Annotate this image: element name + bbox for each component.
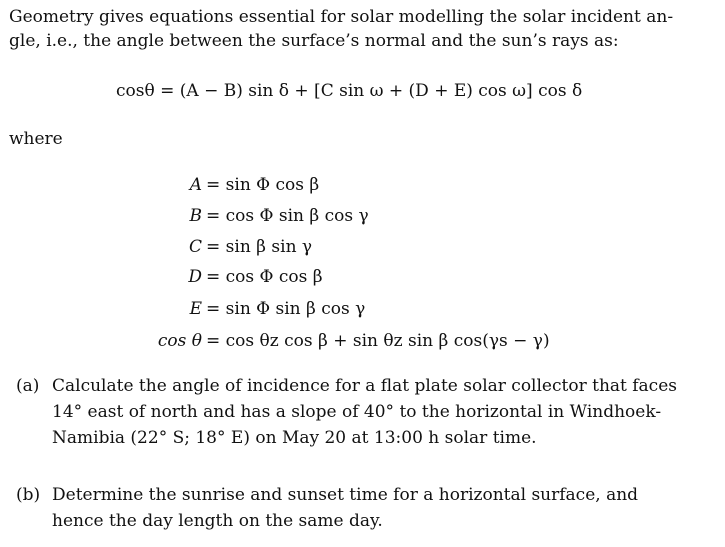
definition-b <box>0 205 725 227</box>
question-a-line-3: Namibia (22° S; 18° E) on May 20 at 13:00 h solar time. <box>52 428 537 448</box>
question-label: (b) <box>16 485 41 505</box>
question-b-line-1: Determine the sunrise and sunset time for a horizontal surface, and <box>52 485 639 505</box>
question-b-line-2: hence the day length on the same day. <box>52 511 383 531</box>
where-label: where <box>9 129 63 149</box>
question-a-line-1: Calculate the angle of incidence for a flat plate solar collector that faces <box>52 376 677 396</box>
definition-lhs: B <box>189 206 202 226</box>
definition-e <box>0 298 725 320</box>
question-label: (a) <box>16 376 40 396</box>
definition-lhs: cos θ <box>157 331 202 351</box>
question-a-line-2: 14° east of north and has a slope of 40° to the horizontal in Windhoek- <box>52 402 662 422</box>
intro-line-2: gle, i.e., the angle between the surface’s normal and the sun’s rays as: <box>9 31 619 51</box>
main-equation: cosθ = (A − B) sin δ + [C sin ω + (D + E) cos ω] cos δ <box>116 81 583 101</box>
definition-c <box>0 236 725 258</box>
definition-rhs: = cos θz cos β + sin θz sin β cos(γs − γ) <box>206 331 550 351</box>
definition-rhs: = sin Φ sin β cos γ <box>206 299 366 319</box>
question-b <box>0 483 725 535</box>
definition-rhs: = sin Φ cos β <box>206 175 320 195</box>
definition-a <box>0 174 725 196</box>
definition-lhs: C <box>188 237 202 257</box>
definition-rhs: = sin β sin γ <box>206 237 313 257</box>
intro-line-1: Geometry gives equations essential for solar modelling the solar incident an- <box>9 7 674 27</box>
question-a <box>0 374 725 450</box>
definition-rhs: = cos Φ sin β cos γ <box>206 206 369 226</box>
definition-rhs: = cos Φ cos β <box>206 267 323 287</box>
definition-lhs: D <box>188 267 202 287</box>
definition-lhs: E <box>189 299 202 319</box>
definition-d <box>0 266 725 288</box>
definition-lhs: A <box>189 175 202 195</box>
definition-cos-theta <box>0 330 725 352</box>
